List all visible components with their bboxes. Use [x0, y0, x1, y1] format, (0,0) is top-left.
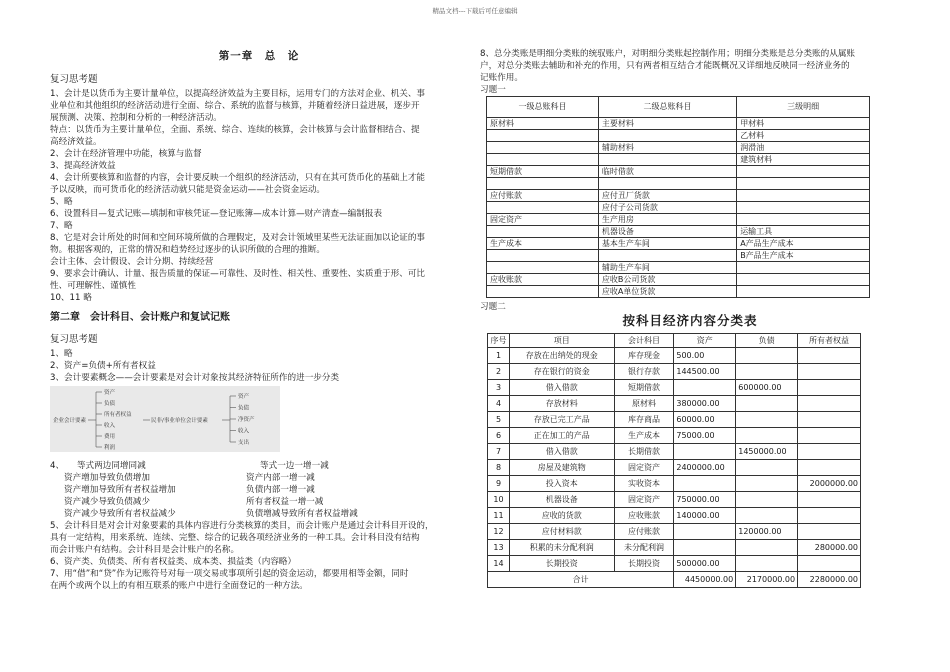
diagram-item: 收入 [238, 428, 250, 435]
table-cell: 60000.00 [674, 412, 736, 428]
table-cell [736, 396, 798, 412]
diagram-item: 净资产 [238, 417, 255, 423]
table-cell [737, 202, 870, 214]
chapter2-body-a [50, 348, 468, 384]
table-cell [674, 380, 736, 396]
text-line: 4、会计所要核算和监督的内容，会计要反映一个组织的经济活动，只有在其可货币化的基础上才能 [50, 173, 426, 183]
equation-change-item: 负债增减导致所有者权益增减 [246, 509, 358, 519]
text-line: 10、11 略 [50, 293, 92, 303]
table-cell: 应收账款 [487, 274, 599, 286]
table-cell [598, 154, 736, 166]
table-row [488, 492, 861, 508]
table-cell: 建筑材料 [737, 154, 870, 166]
left-column [50, 50, 468, 592]
table-cell [674, 524, 736, 540]
table-cell: 银行存款 [614, 364, 674, 380]
table-cell: 10 [488, 492, 510, 508]
table-cell [798, 524, 861, 540]
table-cell [487, 250, 599, 262]
table-cell [798, 428, 861, 444]
table-cell: 存放已完工产品 [509, 412, 614, 428]
accounting-elements-diagram [50, 386, 468, 456]
table-cell: 750000.00 [674, 492, 736, 508]
table-cell [798, 364, 861, 380]
table-cell: 投入资本 [509, 476, 614, 492]
diagram-item: 收入 [104, 423, 116, 429]
exercise1-label: 习题一 [480, 85, 506, 95]
table-cell: 应付子公司货款 [598, 202, 736, 214]
text-line: 户，对总分类账去辅助和补充的作用，只有两者相互结合才能既概况又详细地反映同一经济业务的 [480, 61, 850, 71]
table-cell: 辅助生产车间 [598, 262, 736, 274]
table-cell: 14 [488, 556, 510, 572]
text-line: 高经济效益。 [50, 137, 102, 147]
table-cell [487, 226, 599, 238]
table-cell [736, 556, 798, 572]
table-cell: 4 [488, 396, 510, 412]
table-cell [736, 364, 798, 380]
table-cell: 机器设备 [598, 226, 736, 238]
table-cell: 1450000.00 [736, 444, 798, 460]
text-line: 3、提高经济效益 [50, 161, 116, 171]
diagram-mid: 民非/事业单位会计要素 [151, 418, 208, 424]
table-cell [736, 540, 798, 556]
table-cell: A产品生产成本 [737, 238, 870, 250]
table-total-cell: 2170000.00 [736, 572, 798, 588]
table-cell [736, 348, 798, 364]
table-cell: 固定资产 [614, 492, 674, 508]
table-cell [598, 178, 736, 190]
table-row [488, 364, 861, 380]
table-cell: 1 [488, 348, 510, 364]
text-line: 展预测、决策、控制和分析的一种经济活动。 [50, 113, 222, 123]
table-row [487, 262, 870, 274]
table-cell [674, 444, 736, 460]
text-line: 物。根据客观的，正常的情况和趋势经过逐步的认识所做的合理的推断。 [50, 245, 326, 255]
table-cell: 140000.00 [674, 508, 736, 524]
equation-line4-right: 等式一边一增一减 [260, 461, 329, 471]
table-cell: 库存商品 [614, 412, 674, 428]
equation-change-pairs [50, 472, 468, 520]
diagram-item: 负债 [104, 401, 116, 407]
table-cell: 应收A单位货款 [598, 286, 736, 298]
text-line: 1、会计是以货币为主要计量单位，以提高经济效益为主要目标，运用专门的方法对企业、机关、事 [50, 89, 426, 99]
right-column [480, 48, 900, 588]
equation-change-item: 所有者权益一增一减 [246, 497, 324, 507]
table-cell: 固定资产 [614, 460, 674, 476]
text-line: 3、会计要素概念——会计要素是对会计对象按其经济特征所作的进一步分类 [50, 373, 340, 383]
table-cell [798, 508, 861, 524]
table-cell: 库存现金 [614, 348, 674, 364]
text-line: 7、略 [50, 221, 73, 231]
table-cell: 存放材料 [509, 396, 614, 412]
table-cell [487, 202, 599, 214]
diagram-item: 资产 [238, 394, 250, 400]
table-cell [487, 286, 599, 298]
table-cell [737, 274, 870, 286]
diagram-root: 企业会计要素 [53, 418, 87, 424]
equation-change-item: 资产增加导致所有者权益增加 [64, 485, 176, 495]
equation-change-item: 负债内部一增一减 [246, 485, 315, 495]
text-line: 2、会计在经济管理中功能，核算与监督 [50, 149, 202, 159]
table-cell: 280000.00 [798, 540, 861, 556]
table-cell: 短期借款 [614, 380, 674, 396]
page-header: 精品文档---下载后可任意编辑 [432, 7, 518, 15]
table-cell: 基本生产车间 [598, 238, 736, 250]
table-cell: B产品生产成本 [737, 250, 870, 262]
table-cell: 75000.00 [674, 428, 736, 444]
text-line: 予以反映，而可货币化的经济活动就只能是资金运动——社会资金运动。 [50, 185, 326, 195]
equation-change-item: 资产减少导致负债减少 [64, 497, 150, 507]
text-line: 性、可理解性、谨慎性 [50, 281, 136, 291]
table-cell [736, 492, 798, 508]
table-row [488, 428, 861, 444]
table-cell: 应收的货款 [509, 508, 614, 524]
table-cell: 2000000.00 [798, 476, 861, 492]
table-cell: 借入借款 [509, 444, 614, 460]
diagram-item: 利润 [104, 445, 116, 451]
table-header-cell: 项目 [509, 334, 614, 348]
text-line: 6、设置科目—复式记账—填制和审核凭证—登记账簿—成本计算—财产清查—编制报表 [50, 209, 383, 219]
text-line: 1、略 [50, 349, 73, 359]
table-cell: 380000.00 [674, 396, 736, 412]
text-line: 8、总分类账是明细分类账的统驭账户，对明细分类账起控制作用；明细分类账是总分类账的从属账 [480, 49, 856, 59]
text-line: 在两个或两个以上的有相互联系的账户中进行全面登记的一种方法。 [50, 581, 308, 591]
table-cell: 500.00 [674, 348, 736, 364]
table-cell [798, 460, 861, 476]
exercise2-label: 习题二 [480, 302, 506, 312]
table-row [487, 166, 870, 178]
table-cell [737, 178, 870, 190]
table-cell [798, 444, 861, 460]
chapter1-title: 第一章 总 论 [218, 50, 300, 62]
table-cell: 120000.00 [736, 524, 798, 540]
equation-change-item: 资产增加导致负债增加 [64, 473, 150, 483]
chapter2-subtitle: 复习思考题 [50, 334, 98, 345]
table-cell: 应付丑厂货款 [598, 190, 736, 202]
text-line: 记账作用。 [480, 73, 523, 83]
table-row [487, 226, 870, 238]
text-line: 2、资产=负债+所有者权益 [50, 361, 156, 371]
table-cell: 13 [488, 540, 510, 556]
table-cell [598, 250, 736, 262]
table-row [487, 250, 870, 262]
text-line: 7、用“借”和“贷”作为记账符号对每一项交易或事项所引起的资金运动，都要用相等金额，同时 [50, 569, 409, 579]
table-cell: 甲材料 [737, 118, 870, 130]
table-cell: 500000.00 [674, 556, 736, 572]
account-hierarchy-table [486, 96, 870, 298]
text-line: 6、资产类、负债类、所有者权益类、成本类、损益类（内容略） [50, 557, 297, 567]
table-cell [736, 508, 798, 524]
table-header-cell: 一级总账科目 [487, 97, 599, 118]
table-row [487, 142, 870, 154]
table-cell: 2 [488, 364, 510, 380]
table-cell: 短期借款 [487, 166, 599, 178]
table-row [488, 556, 861, 572]
table-cell [736, 428, 798, 444]
table-cell [737, 166, 870, 178]
table-row [488, 348, 861, 364]
chapter2-title: 第二章 会计科目、会计账户和复试记账 [50, 312, 230, 323]
table-total-cell: 2280000.00 [798, 572, 861, 588]
table-cell: 积累的未分配利润 [509, 540, 614, 556]
diagram-item: 负债 [238, 405, 250, 412]
table-cell: 5 [488, 412, 510, 428]
table-row [488, 476, 861, 492]
table-cell: 7 [488, 444, 510, 460]
table-cell: 长期投资 [509, 556, 614, 572]
table-row [488, 444, 861, 460]
table-cell [598, 130, 736, 142]
answer-8 [480, 48, 900, 84]
table-cell: 3 [488, 380, 510, 396]
table-cell: 600000.00 [736, 380, 798, 396]
table-cell [674, 540, 736, 556]
table-row [487, 202, 870, 214]
chapter1-body [50, 88, 468, 304]
table-header-cell: 二级总账科目 [598, 97, 736, 118]
table-cell: 临时借款 [598, 166, 736, 178]
table-cell [487, 178, 599, 190]
text-line: 具有一定结构，用来系统、连续、完整、综合的记载各项经济业务的一种工具。会计科目没有结构 [50, 533, 420, 543]
text-line: 5、会计科目是对会计对象要素的具体内容进行分类核算的类目，而会计账户是通过会计科目开设的， [50, 521, 434, 531]
table-header-cell: 三级明细 [737, 97, 870, 118]
text-line: 会计主体、会计假设、会计分期、持续经营 [50, 257, 214, 267]
table-cell: 6 [488, 428, 510, 444]
table-cell: 生产成本 [614, 428, 674, 444]
table-row [487, 130, 870, 142]
table-cell: 未分配利润 [614, 540, 674, 556]
equation-change-item: 资产减少导致所有者权益减少 [64, 509, 176, 519]
table-cell [798, 492, 861, 508]
table-row [488, 508, 861, 524]
table-cell [487, 130, 599, 142]
table-cell: 存在银行的资金 [509, 364, 614, 380]
table-cell: 固定资产 [487, 214, 599, 226]
table-row [488, 524, 861, 540]
table-row [488, 540, 861, 556]
table-header-cell: 序号 [488, 334, 510, 348]
table-cell: 11 [488, 508, 510, 524]
table-cell: 应收账款 [614, 508, 674, 524]
table-header-cell: 资产 [674, 334, 736, 348]
text-line: 特点：以货币为主要计量单位，全面、系统、综合、连续的核算，会计核算与会计监督相结合、提 [50, 125, 420, 135]
table-cell: 实收资本 [614, 476, 674, 492]
table-cell [487, 142, 599, 154]
table-cell: 9 [488, 476, 510, 492]
table-cell: 8 [488, 460, 510, 476]
text-line: 业单位和其他组织的经济活动进行全面、综合、系统的监督与核算，并随着经济日益进展，逐步开 [50, 101, 420, 111]
chapter1-subtitle: 复习思考题 [50, 74, 98, 85]
diagram-item: 支出 [238, 440, 250, 446]
table-total-label: 合计 [488, 572, 674, 588]
table-cell: 长期投资 [614, 556, 674, 572]
equation-line4-left: 4、 等式两边同增同减 [50, 461, 146, 471]
table-total-row [488, 572, 861, 588]
table-cell: 应付账款 [614, 524, 674, 540]
table-cell [487, 262, 599, 274]
elements-diagram-svg [50, 386, 280, 452]
table-cell: 乙材料 [737, 130, 870, 142]
table-row [487, 238, 870, 250]
table-cell [798, 556, 861, 572]
table-cell [736, 460, 798, 476]
chapter2-body-b [50, 520, 468, 592]
table-header-cell: 所有者权益 [798, 334, 861, 348]
table-cell [798, 380, 861, 396]
diagram-item: 资产 [104, 390, 116, 396]
table-row [487, 274, 870, 286]
table-total-cell: 4450000.00 [674, 572, 736, 588]
table-row [488, 380, 861, 396]
table-cell: 借入借款 [509, 380, 614, 396]
table-cell [798, 412, 861, 428]
table-cell: 生产用房 [598, 214, 736, 226]
table-cell [674, 476, 736, 492]
classification-table-title: 按科目经济内容分类表 [622, 313, 758, 328]
table-header-cell: 负债 [736, 334, 798, 348]
table-cell: 应付材料款 [509, 524, 614, 540]
table-cell: 原材料 [487, 118, 599, 130]
table-cell [798, 348, 861, 364]
table-cell: 2400000.00 [674, 460, 736, 476]
table-cell: 辅助材料 [598, 142, 736, 154]
table-cell: 润滑油 [737, 142, 870, 154]
table-cell [737, 262, 870, 274]
table-cell [737, 214, 870, 226]
diagram-item: 所有者权益 [104, 412, 132, 418]
table-cell: 原材料 [614, 396, 674, 412]
table-row [487, 286, 870, 298]
table-row [487, 214, 870, 226]
classification-table [487, 333, 861, 588]
table-row [488, 412, 861, 428]
table-cell: 应付账款 [487, 190, 599, 202]
table-cell [798, 396, 861, 412]
table-row [487, 118, 870, 130]
text-line: 5、略 [50, 197, 73, 207]
table-cell: 房屋及建筑物 [509, 460, 614, 476]
table-cell [737, 286, 870, 298]
table-row [488, 396, 861, 412]
equation-change-item: 资产内部一增一减 [246, 473, 315, 483]
table-cell: 生产成本 [487, 238, 599, 250]
table-row [488, 460, 861, 476]
table-cell: 存放在出纳处的现金 [509, 348, 614, 364]
table-cell: 144500.00 [674, 364, 736, 380]
table-cell [737, 190, 870, 202]
text-line: 8、它是对会计所处的时间和空间环境所做的合理假定，及对会计领域里某些无法证面加以论证的事 [50, 233, 426, 243]
table-cell [736, 412, 798, 428]
table-header-cell: 会计科目 [614, 334, 674, 348]
table-cell: 应收B公司货款 [598, 274, 736, 286]
table-cell [487, 154, 599, 166]
table-row [487, 154, 870, 166]
table-row [487, 190, 870, 202]
table-cell: 机器设备 [509, 492, 614, 508]
table-cell: 正在加工的产品 [509, 428, 614, 444]
diagram-item: 费用 [104, 434, 116, 440]
table-cell: 12 [488, 524, 510, 540]
table-cell: 主要材料 [598, 118, 736, 130]
table-cell: 长期借款 [614, 444, 674, 460]
table-row [487, 178, 870, 190]
table-cell: 运输工具 [737, 226, 870, 238]
text-line: 而会计账户有结构。会计科目是会计账户的名称。 [50, 545, 240, 555]
table-cell [736, 476, 798, 492]
text-line: 9、要求会计确认、计量、报告质量的保证—可靠性、及时性、相关性、重要性、实质重于形、可比 [50, 269, 426, 279]
